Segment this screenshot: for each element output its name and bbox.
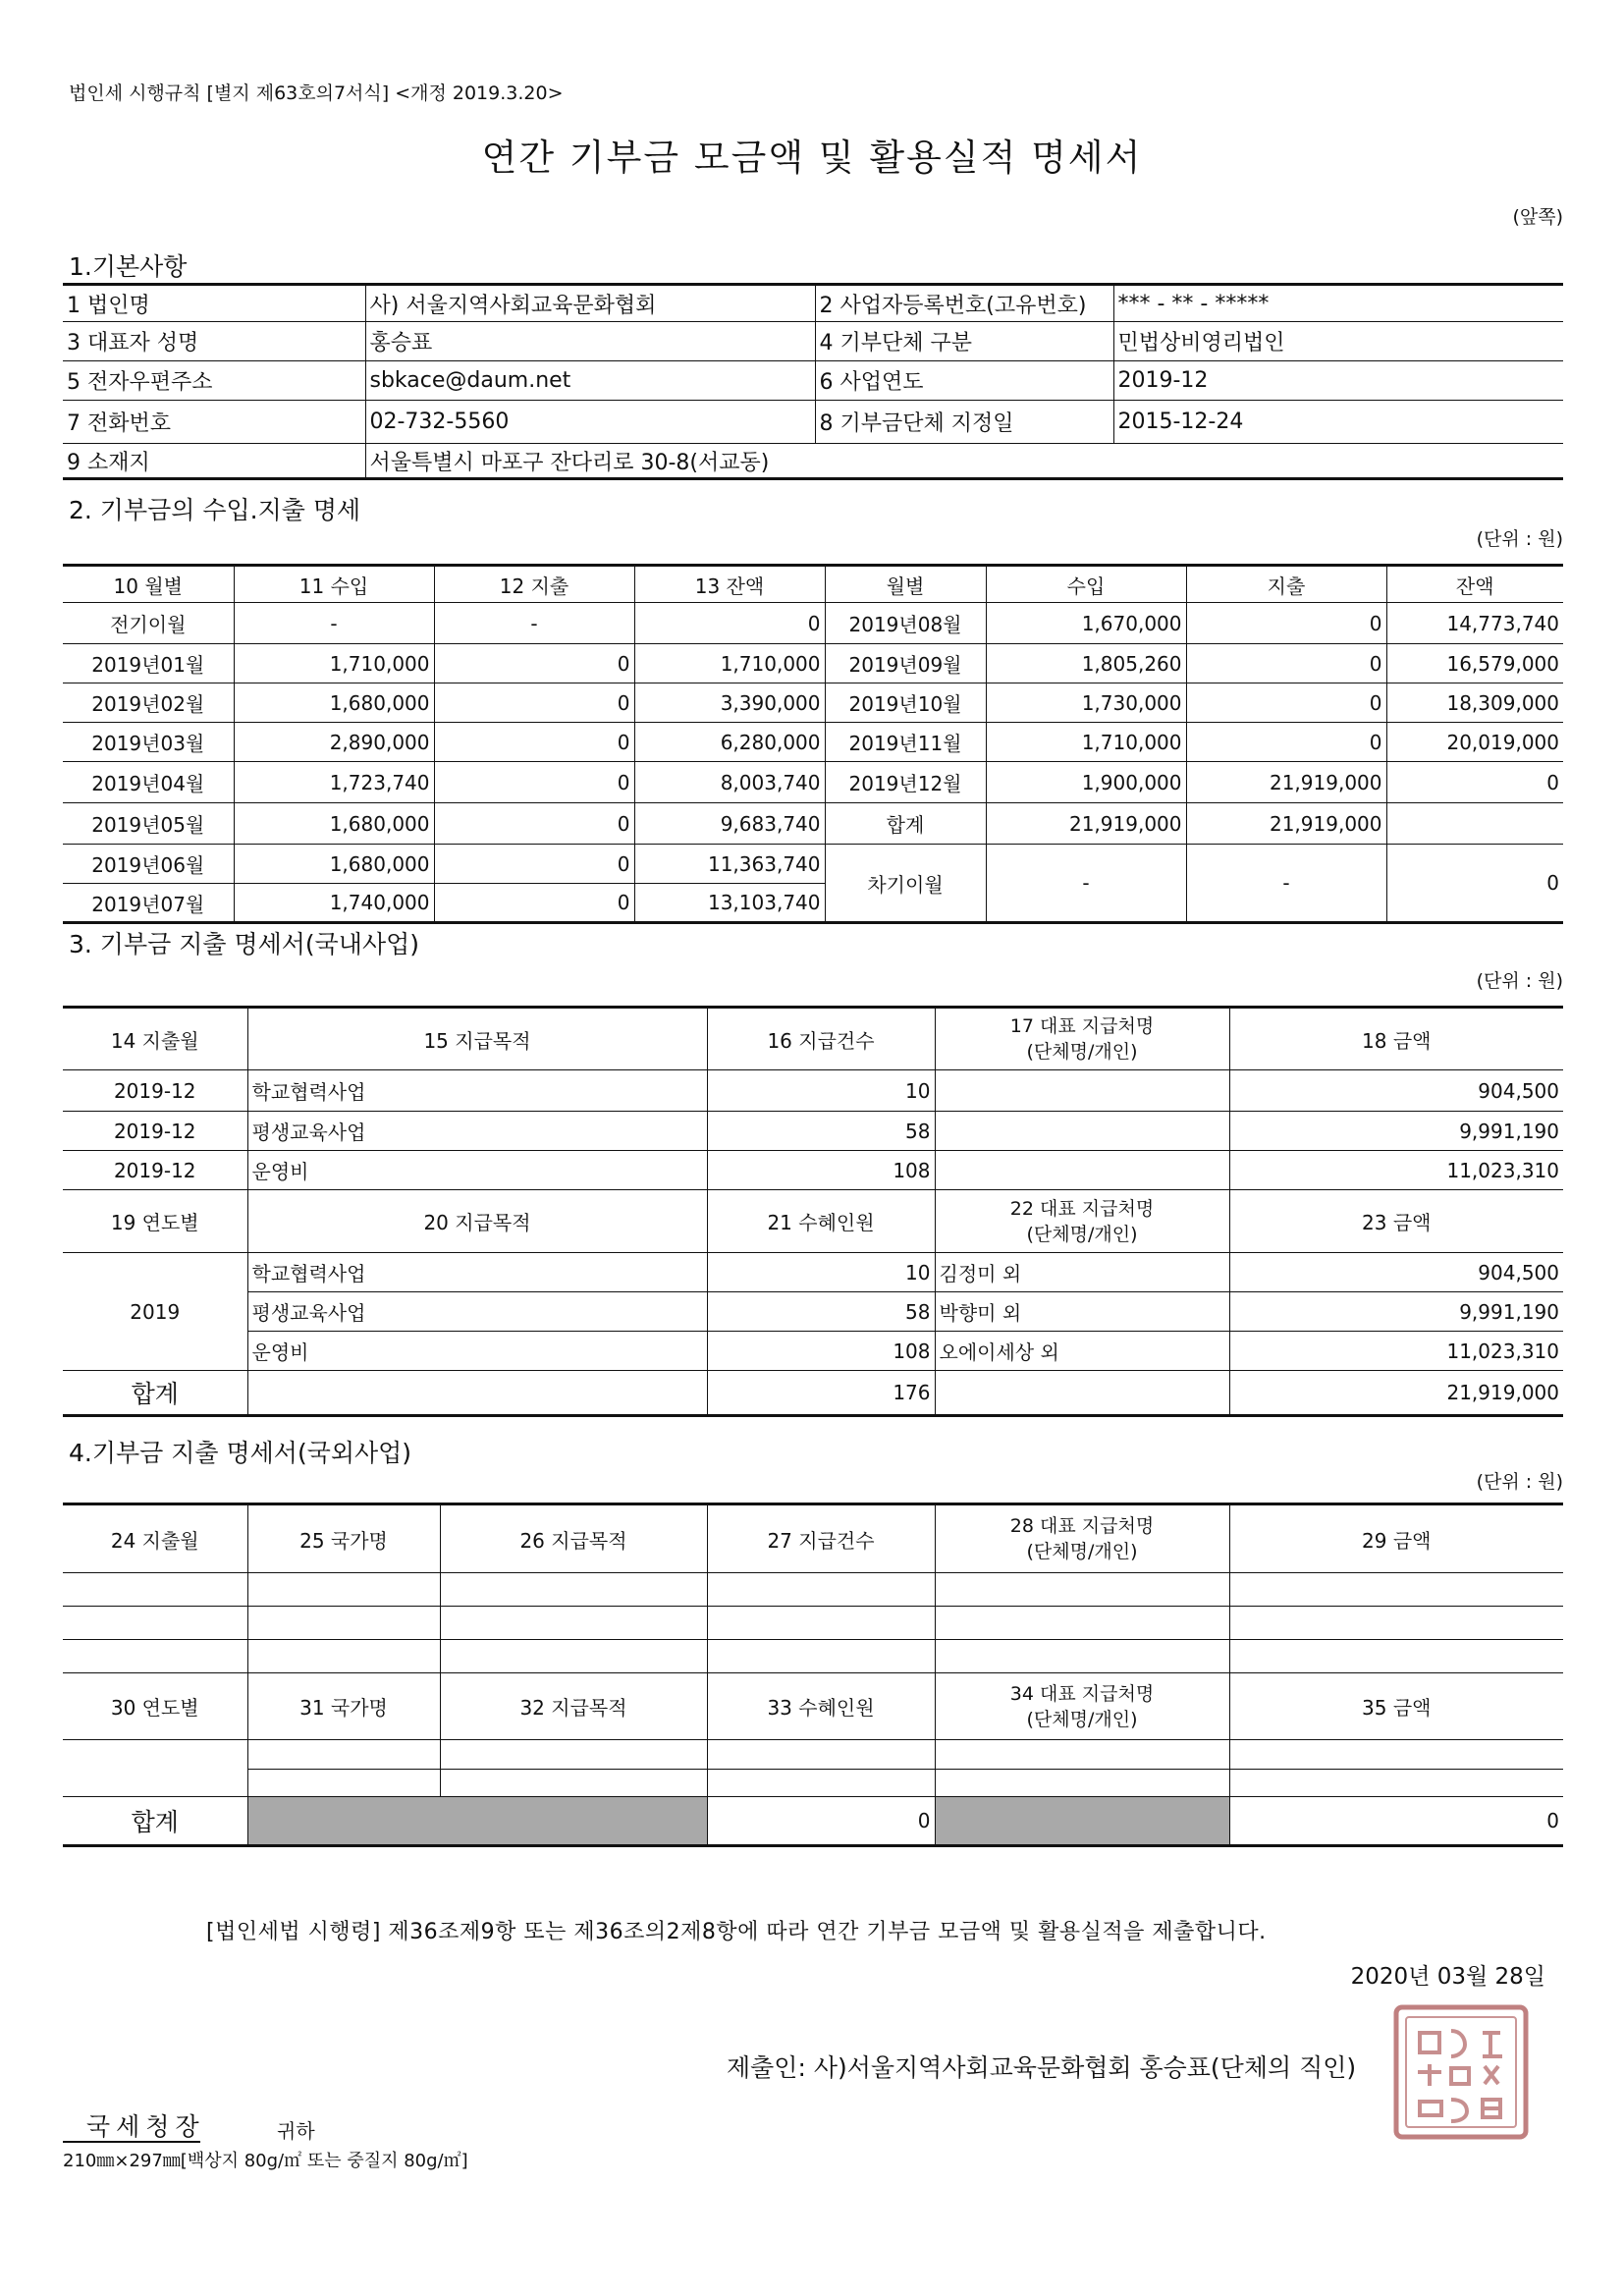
- table-row: [63, 1292, 1563, 1332]
- table-row: [63, 1253, 1563, 1292]
- balance-cell: 18,309,000: [1386, 683, 1563, 723]
- balance-cell: 20,019,000: [1386, 723, 1563, 762]
- expense-cell: 0: [434, 683, 634, 723]
- month-cell: 2019년11월: [825, 723, 986, 762]
- designation-date-value: 2015-12-24: [1113, 401, 1563, 444]
- expense-cell: 0: [434, 644, 634, 683]
- document-title: 연간 기부금 모금액 및 활용실적 명세서: [481, 137, 1143, 179]
- col-purpose-header: 15 지급목적: [247, 1008, 707, 1070]
- domestic-expense-table: [63, 1006, 1563, 1417]
- income-cell: 1,723,740: [234, 762, 434, 803]
- income-cell: 1,680,000: [234, 845, 434, 884]
- purpose-cell: 학교협력사업: [247, 1253, 707, 1292]
- expense-cell: 0: [434, 884, 634, 923]
- table-row: [63, 845, 1563, 884]
- official-seal-stamp: [1392, 2003, 1530, 2141]
- balance-cell: 16,579,000: [1386, 644, 1563, 683]
- month-cell: 2019년07월: [63, 884, 234, 923]
- phone-label: 7 전화번호: [63, 401, 365, 444]
- col-recipient-header: [935, 1190, 1229, 1253]
- income-cell: -: [234, 603, 434, 644]
- income-expense-table: [63, 564, 1563, 924]
- expense-cell: 0: [1186, 644, 1386, 683]
- month-cell: 2019년09월: [825, 644, 986, 683]
- table-row: [63, 683, 1563, 723]
- income-cell: 1,680,000: [234, 683, 434, 723]
- amount-cell: 11,023,310: [1229, 1332, 1563, 1371]
- basic-row: [63, 401, 1563, 444]
- fiscal-year-label: 6 사업연도: [815, 361, 1113, 401]
- total-row: [63, 1371, 1563, 1416]
- section-2-unit: (단위 : 원): [1476, 528, 1563, 550]
- recipient-cell: [935, 1151, 1229, 1190]
- purpose-cell: 평생교육사업: [247, 1292, 707, 1332]
- total-shaded-cell: [247, 1797, 707, 1846]
- empty-row: [63, 1640, 1563, 1673]
- count-cell: 58: [707, 1112, 935, 1151]
- amount-cell: 11,023,310: [1229, 1151, 1563, 1190]
- address-label: 9 소재지: [63, 444, 365, 479]
- basic-row: [63, 444, 1563, 479]
- recipient-header-line2: (단체명/개인): [1026, 1708, 1138, 1730]
- amount-cell: 9,991,190: [1229, 1292, 1563, 1332]
- year-cell: 2019: [63, 1253, 247, 1371]
- expense-cell: -: [434, 603, 634, 644]
- col-income-header: 11 수입: [234, 566, 434, 603]
- income-cell: 1,680,000: [234, 803, 434, 845]
- recipient-header-line1: 28 대표 지급처명: [1009, 1515, 1155, 1537]
- total-shaded-cell: [935, 1797, 1229, 1846]
- total-count: 0: [707, 1797, 935, 1846]
- purpose-cell: 운영비: [247, 1332, 707, 1371]
- representative-label: 3 대표자 성명: [63, 322, 365, 361]
- representative-value: 홍승표: [365, 322, 815, 361]
- col-country-header: 31 국가명: [247, 1673, 440, 1740]
- expense-month-cell: 2019-12: [63, 1151, 247, 1190]
- section-4-title: 4.기부금 지출 명세서(국외사업): [69, 1439, 412, 1467]
- balance-cell: 8,003,740: [634, 762, 825, 803]
- carry-forward-expense: -: [1186, 845, 1386, 923]
- expense-cell: 0: [434, 845, 634, 884]
- form-reference: 법인세 시행규칙 [별지 제63호의7서식] <개정 2019.3.20>: [69, 82, 564, 104]
- recipient-cell: 김정미 외: [935, 1253, 1229, 1292]
- balance-cell: 1,710,000: [634, 644, 825, 683]
- income-cell: 1,900,000: [986, 762, 1186, 803]
- total-recipient-cell: [935, 1371, 1229, 1416]
- table-row: [63, 1112, 1563, 1151]
- col-expense-header: 12 지출: [434, 566, 634, 603]
- balance-cell: 6,280,000: [634, 723, 825, 762]
- recipient-header-line1: 22 대표 지급처명: [1009, 1197, 1155, 1220]
- recipient-header-line1: 34 대표 지급처명: [1009, 1682, 1155, 1705]
- month-cell: 2019년10월: [825, 683, 986, 723]
- expense-month-cell: 2019-12: [63, 1112, 247, 1151]
- expense-cell: 0: [434, 723, 634, 762]
- col-beneficiary-header: 21 수혜인원: [707, 1190, 935, 1253]
- carry-forward-income: -: [986, 845, 1186, 923]
- table-row: [63, 1332, 1563, 1371]
- empty-row: [63, 1740, 1563, 1770]
- section-3-title: 3. 기부금 지출 명세서(국내사업): [69, 930, 420, 958]
- carry-forward-balance: 0: [1386, 845, 1563, 923]
- col-balance-header: 13 잔액: [634, 566, 825, 603]
- col-amount-header: 18 금액: [1229, 1008, 1563, 1070]
- recipient-cell: [935, 1070, 1229, 1112]
- donation-org-type-value: 민법상비영리법인: [1113, 322, 1563, 361]
- address-value: 서울특별시 마포구 잔다리로 30-8(서교동): [365, 444, 1563, 479]
- expense-cell: 0: [434, 762, 634, 803]
- balance-cell: 13,103,740: [634, 884, 825, 923]
- recipient-header-line1: 17 대표 지급처명: [1009, 1015, 1155, 1037]
- month-cell: 2019년06월: [63, 845, 234, 884]
- business-number-label: 2 사업자등록번호(고유번호): [815, 285, 1113, 322]
- col-amount-header: 23 금액: [1229, 1190, 1563, 1253]
- col-count-header: 27 지급건수: [707, 1504, 935, 1573]
- income-cell: 1,740,000: [234, 884, 434, 923]
- col-recipient-header: [935, 1504, 1229, 1573]
- col-income-header: 수입: [986, 566, 1186, 603]
- email-value: sbkace@daum.net: [365, 361, 815, 401]
- month-cell: 2019년03월: [63, 723, 234, 762]
- income-cell: 1,710,000: [986, 723, 1186, 762]
- table-row: [63, 644, 1563, 683]
- col-recipient-header: [935, 1673, 1229, 1740]
- amount-cell: 904,500: [1229, 1253, 1563, 1292]
- donation-org-type-label: 4 기부단체 구분: [815, 322, 1113, 361]
- table-row: [63, 1070, 1563, 1112]
- col-amount-header: 35 금액: [1229, 1673, 1563, 1740]
- count-cell: 10: [707, 1070, 935, 1112]
- income-cell: 1,670,000: [986, 603, 1186, 644]
- total-purpose-cell: [247, 1371, 707, 1416]
- month-cell: 2019년08월: [825, 603, 986, 644]
- col-purpose-header: 32 지급목적: [440, 1673, 707, 1740]
- beneficiary-cell: 108: [707, 1332, 935, 1371]
- amount-cell: 904,500: [1229, 1070, 1563, 1112]
- total-amount: 21,919,000: [1229, 1371, 1563, 1416]
- col-month-header: 월별: [825, 566, 986, 603]
- corp-name-label: 1 법인명: [63, 285, 365, 322]
- table-row: [63, 603, 1563, 644]
- total-row: [63, 1797, 1563, 1846]
- recipient-cell: 박향미 외: [935, 1292, 1229, 1332]
- recipient-header-line2: (단체명/개인): [1026, 1041, 1138, 1063]
- balance-cell: 3,390,000: [634, 683, 825, 723]
- email-label: 5 전자우편주소: [63, 361, 365, 401]
- income-total-cell: 21,919,000: [986, 803, 1186, 845]
- col-purpose-header: 20 지급목적: [247, 1190, 707, 1253]
- balance-cell: 11,363,740: [634, 845, 825, 884]
- beneficiary-cell: 10: [707, 1253, 935, 1292]
- submission-date: 2020년 03월 28일: [1350, 1964, 1545, 1990]
- col-expense-month-header: 14 지출월: [63, 1008, 247, 1070]
- declaration-text: [법인세법 시행령] 제36조제9항 또는 제36조의2제8항에 따라 연간 기부금 모금액 및 활용실적을 제출합니다.: [206, 1920, 1267, 1944]
- balance-cell: 0: [634, 603, 825, 644]
- business-number-value: *** - ** - *****: [1113, 285, 1563, 322]
- amount-cell: 9,991,190: [1229, 1112, 1563, 1151]
- col-expense-header: 지출: [1186, 566, 1386, 603]
- submitter-line: 제출인: 사)서울지역사회교육문화협회 홍승표(단체의 직인): [727, 2053, 1357, 2082]
- phone-value: 02-732-5560: [365, 401, 815, 444]
- month-cell: 2019년01월: [63, 644, 234, 683]
- front-page-mark: (앞쪽): [1512, 206, 1563, 228]
- purpose-cell: 평생교육사업: [247, 1112, 707, 1151]
- total-label: 합계: [63, 1797, 247, 1846]
- recipient-header-line2: (단체명/개인): [1026, 1223, 1138, 1245]
- count-cell: 108: [707, 1151, 935, 1190]
- col-recipient-header: [935, 1008, 1229, 1070]
- total-count: 176: [707, 1371, 935, 1416]
- total-label-cell: 합계: [825, 803, 986, 845]
- basic-row: [63, 322, 1563, 361]
- recipient-header-line2: (단체명/개인): [1026, 1541, 1138, 1562]
- col-month-header: 10 월별: [63, 566, 234, 603]
- expense-total-cell: 21,919,000: [1186, 803, 1386, 845]
- addressee: 국세청장: [86, 2112, 205, 2141]
- balance-cell: 9,683,740: [634, 803, 825, 845]
- col-country-header: 25 국가명: [247, 1504, 440, 1573]
- recipient-cell: [935, 1112, 1229, 1151]
- col-amount-header: 29 금액: [1229, 1504, 1563, 1573]
- corp-name-value: 사) 서울지역사회교육문화협회: [365, 285, 815, 322]
- expense-cell: 0: [1186, 683, 1386, 723]
- section-3-unit: (단위 : 원): [1476, 970, 1563, 992]
- carry-forward-label: 차기이월: [825, 845, 986, 923]
- expense-cell: 0: [1186, 603, 1386, 644]
- designation-date-label: 8 기부금단체 지정일: [815, 401, 1113, 444]
- expense-cell: 0: [1186, 723, 1386, 762]
- fiscal-year-value: 2019-12: [1113, 361, 1563, 401]
- table-row: [63, 1151, 1563, 1190]
- col-balance-header: 잔액: [1386, 566, 1563, 603]
- balance-cell: 14,773,740: [1386, 603, 1563, 644]
- basic-info-table: [63, 283, 1563, 480]
- month-cell: 2019년05월: [63, 803, 234, 845]
- total-amount: 0: [1229, 1797, 1563, 1846]
- income-cell: 1,710,000: [234, 644, 434, 683]
- col-year-header: 19 연도별: [63, 1190, 247, 1253]
- income-cell: 1,730,000: [986, 683, 1186, 723]
- col-beneficiary-header: 33 수혜인원: [707, 1673, 935, 1740]
- month-cell: 2019년04월: [63, 762, 234, 803]
- empty-row: [63, 1770, 1563, 1797]
- section-1-title: 1.기본사항: [69, 252, 188, 281]
- expense-month-cell: 2019-12: [63, 1070, 247, 1112]
- balance-total-cell: [1386, 803, 1563, 845]
- expense-cell: 21,919,000: [1186, 762, 1386, 803]
- basic-row: [63, 285, 1563, 322]
- col-expense-month-header: 24 지출월: [63, 1504, 247, 1573]
- col-year-header: 30 연도별: [63, 1673, 247, 1740]
- balance-cell: 0: [1386, 762, 1563, 803]
- empty-row: [63, 1573, 1563, 1607]
- month-cell: 2019년12월: [825, 762, 986, 803]
- section-2-title: 2. 기부금의 수입.지출 명세: [69, 496, 361, 524]
- basic-row: [63, 361, 1563, 401]
- expense-cell: 0: [434, 803, 634, 845]
- purpose-cell: 운영비: [247, 1151, 707, 1190]
- beneficiary-cell: 58: [707, 1292, 935, 1332]
- bottom-rule: [63, 2141, 200, 2143]
- month-cell: 2019년02월: [63, 683, 234, 723]
- section-4-unit: (단위 : 원): [1476, 1471, 1563, 1493]
- table-row: [63, 723, 1563, 762]
- income-cell: 2,890,000: [234, 723, 434, 762]
- purpose-cell: 학교협력사업: [247, 1070, 707, 1112]
- col-purpose-header: 26 지급목적: [440, 1504, 707, 1573]
- table-row: [63, 803, 1563, 845]
- foreign-expense-table: [63, 1503, 1563, 1847]
- total-label: 합계: [63, 1371, 247, 1416]
- paper-spec: 210㎜×297㎜[백상지 80g/㎡ 또는 중질지 80g/㎡]: [63, 2151, 468, 2171]
- empty-row: [63, 1607, 1563, 1640]
- addressee-suffix: 귀하: [277, 2119, 315, 2143]
- recipient-cell: 오에이세상 외: [935, 1332, 1229, 1371]
- income-cell: 1,805,260: [986, 644, 1186, 683]
- month-cell: 전기이월: [63, 603, 234, 644]
- table-row: [63, 762, 1563, 803]
- col-count-header: 16 지급건수: [707, 1008, 935, 1070]
